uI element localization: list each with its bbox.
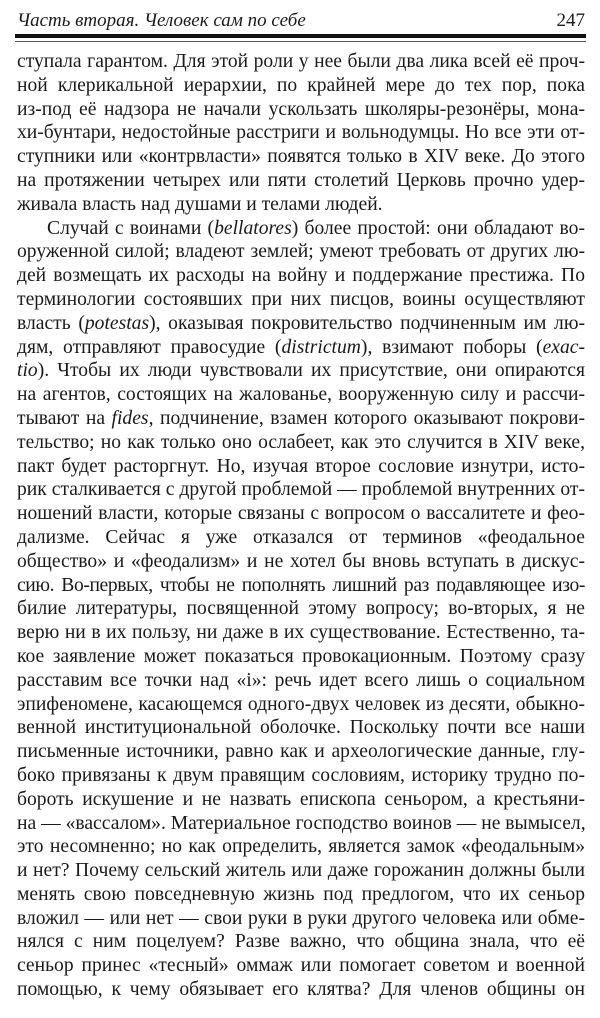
text-line — [17, 169, 585, 193]
text-line — [17, 526, 585, 550]
text-line — [17, 383, 585, 407]
text-segment: ношений власти, которые связаны с вопросом о вассалитете и фео- — [17, 503, 585, 525]
text-segment: , подчинение, взамен которого оказывают покрови- — [148, 407, 586, 429]
text-line — [17, 740, 585, 764]
text-line — [17, 240, 585, 264]
text-segment: дей возмещать их расходы на войну и поддержание престижа. По — [17, 265, 585, 287]
text-line — [17, 336, 585, 360]
text-line — [17, 50, 585, 74]
text-line — [17, 859, 585, 883]
text-segment: общество» и «феодализм» и не хотел бы вновь вступать в дискус- — [17, 550, 585, 572]
text-segment: ), взимают поборы ( — [360, 336, 543, 358]
text-line — [17, 978, 585, 1002]
text-line — [17, 669, 585, 693]
text-line — [17, 574, 585, 598]
text-segment: вложил — или нет — свои руки в руки другого человека или обме- — [17, 907, 585, 929]
text-segment: дализме. Сейчас я уже отказался от терминов «феодальное — [17, 526, 585, 548]
text-segment: Случай с воинами ( — [47, 217, 215, 239]
text-line — [17, 502, 585, 526]
text-segment: это несомненно; но как определить, является замок «феодальным» — [17, 836, 585, 858]
text-segment: менять свою повседневную жизнь под предлогом, что их сеньор — [17, 883, 585, 905]
text-segment: ) более простой: они обладают во- — [291, 217, 585, 239]
text-segment: ). Чтобы их люди чувствовали их присутствие, они опираются — [37, 360, 585, 382]
text-line — [17, 455, 585, 479]
text-segment: сеньор принес «тесный» оммаж или помогает советом и военной — [17, 955, 585, 977]
text-segment: сию. Во-первых, чтобы не пополнять лишний раз подавляющее изо- — [17, 574, 585, 596]
text-line — [17, 407, 585, 431]
text-segment: кое заявление может показаться провокационным. Поэтому сразу — [17, 645, 585, 667]
text-line — [17, 193, 585, 217]
text-line — [17, 645, 585, 669]
text-segment: из-под её надзора не начали ускользать школяры-резонёры, мона- — [17, 98, 585, 120]
text-line — [17, 764, 585, 788]
text-segment: венной институциональной оболочке. Поскольку почти все наши — [17, 717, 585, 739]
text-line — [17, 98, 585, 122]
italic-term: tio — [17, 360, 38, 382]
text-line — [17, 788, 585, 812]
text-line — [17, 883, 585, 907]
text-segment: на агентов, состоящих на жалованье, вооруженную силу и рассчи- — [17, 384, 585, 406]
text-line — [17, 74, 585, 98]
text-segment: тывают на — [17, 407, 112, 429]
text-line — [17, 907, 585, 931]
italic-term: districtum — [281, 336, 361, 358]
text-segment: билие литературы, посвященной этому вопросу; во-вторых, я не — [17, 598, 585, 620]
text-segment: живала власть над душами и телами людей. — [17, 193, 383, 215]
text-segment: помощью, к чему обязывает его клятва? Для членов общины он — [17, 979, 585, 1001]
text-segment: боко привязаны к двум правящим сословиям, историку трудно по- — [17, 764, 585, 786]
text-line — [17, 550, 585, 574]
text-segment: на — «вассалом». Материальное господство воинов — не вымысел, — [17, 812, 586, 834]
text-line — [17, 812, 585, 836]
text-segment: нялся с ним поцелуем? Разве важно, что община знала, что её — [17, 931, 585, 953]
text-line — [17, 264, 585, 288]
text-segment: ступала гарантом. Для этой роли у нее были два лика всей её проч- — [17, 51, 585, 72]
body-text — [17, 50, 585, 1002]
italic-term: potestas — [84, 312, 150, 334]
text-line — [17, 217, 585, 241]
text-line — [17, 145, 585, 169]
text-line — [17, 288, 585, 312]
text-segment: оруженной силой; владеют землей; умеют требовать от других лю- — [17, 241, 585, 263]
text-line — [17, 930, 585, 954]
text-segment: на протяжении четырех или пяти столетий Церковь прочно удер- — [17, 169, 585, 191]
text-line — [17, 478, 585, 502]
text-line — [17, 621, 585, 645]
text-segment: письменные источники, равно как и археологические данные, глу- — [17, 741, 585, 763]
text-segment: тельство; но как только оно ослабеет, как это случится в XIV веке, — [17, 431, 585, 453]
italic-term: exac- — [542, 336, 585, 358]
text-line — [17, 597, 585, 621]
text-segment: власть ( — [17, 312, 85, 334]
text-segment: ной клерикальной иерархии, по крайней мере до тех пор, пока — [17, 74, 585, 96]
text-segment: расставим все точки над «i»: речь идет всего лишь о социальном — [17, 669, 585, 691]
text-line — [17, 359, 585, 383]
italic-term: fides — [111, 407, 149, 429]
running-title: Часть вторая. Человек сам по себе — [17, 10, 306, 31]
header-rule-thin — [15, 41, 586, 42]
text-segment: ), оказывая покровительство подчиненным им лю- — [149, 312, 585, 334]
text-segment: рик сталкивается с другой проблемой — проблемой внутренних от- — [17, 479, 585, 501]
text-segment: эпифеномене, касающемся одного-двух человек из десяти, обыкно- — [17, 693, 585, 715]
text-line — [17, 693, 585, 717]
text-segment: и нет? Почему сельский житель или даже горожанин должны были — [17, 860, 585, 882]
text-line — [17, 954, 585, 978]
text-line — [17, 835, 585, 859]
page-header — [17, 4, 585, 32]
text-line — [17, 431, 585, 455]
text-line — [17, 121, 585, 145]
text-line — [17, 312, 585, 336]
text-segment: дям, отправляют правосудие ( — [17, 336, 282, 358]
text-line — [17, 716, 585, 740]
text-segment: ступники или «контрвласти» появятся только в XIV веке. До этого — [17, 146, 585, 168]
text-segment: пакт будет расторгнут. Но, изучая второе сословие изнутри, исто- — [17, 455, 585, 477]
text-segment: хи-бунтари, недостойные расстриги и вольнодумцы. Но все эти от- — [17, 122, 585, 144]
italic-term: bellatores — [214, 217, 292, 239]
header-rule-thick — [15, 34, 586, 38]
page-number: 247 — [556, 10, 585, 31]
text-segment: бороть искушение и не назвать епископа сеньором, а крестьяни- — [17, 788, 585, 810]
text-segment: верю ни в их пользу, ни даже в их существование. Естественно, та- — [17, 622, 585, 644]
text-segment: терминологии состоявших при них писцов, воины осуществляют — [17, 288, 585, 310]
